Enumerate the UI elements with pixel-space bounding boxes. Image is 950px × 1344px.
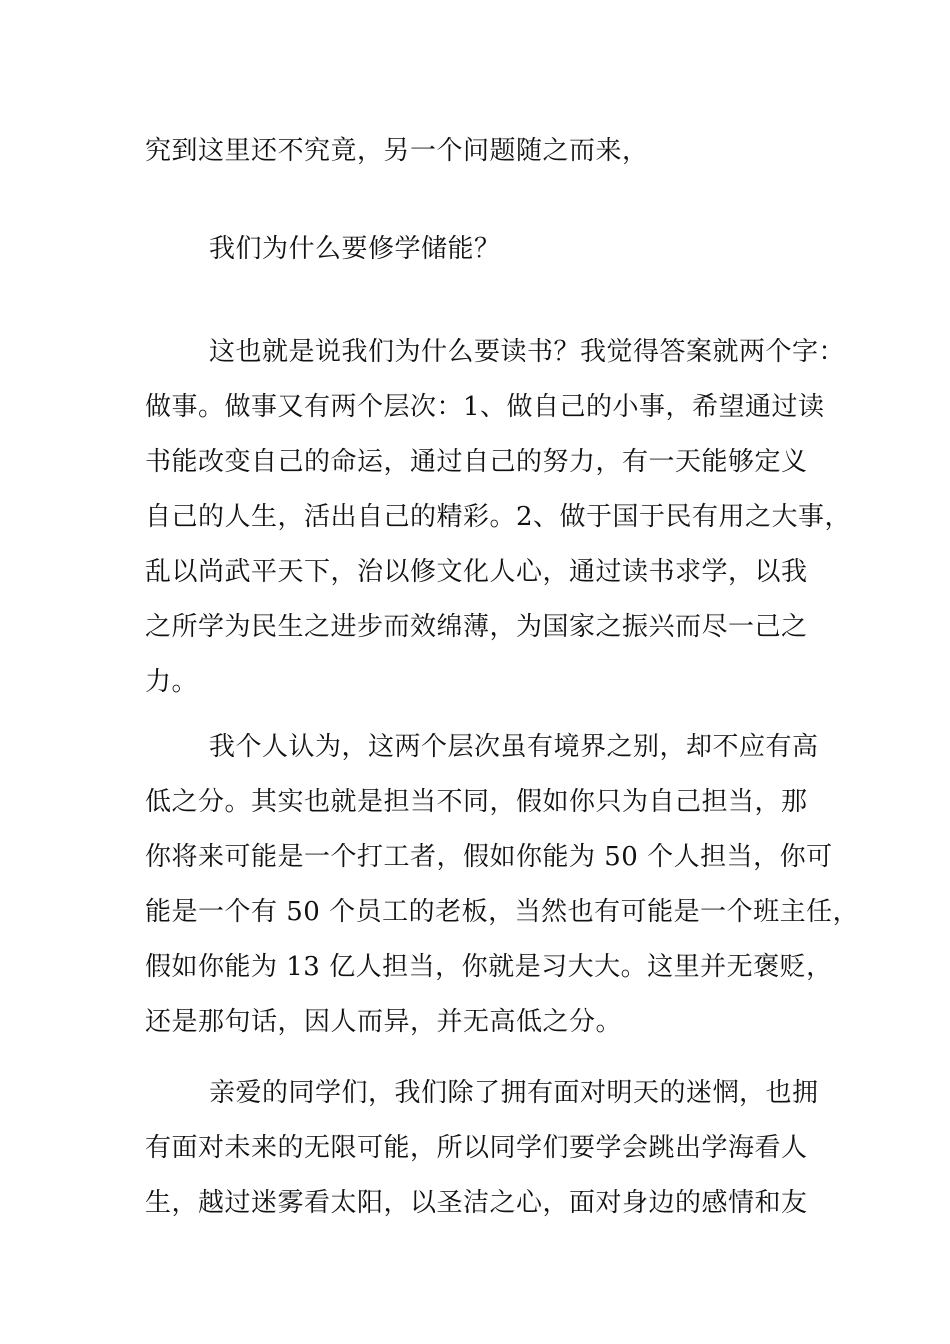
text-line: 究到这里还不究竟，另一个问题随之而来，: [145, 136, 649, 166]
text-line: 自己的人生，活出自己的精彩。2、做于国于民有用之大事，: [145, 502, 852, 532]
text-line: 之所学为民生之进步而效绵薄，为国家之振兴而尽一己之: [145, 612, 808, 642]
text-line: 有面对未来的无限可能，所以同学们要学会跳出学海看人: [145, 1133, 808, 1163]
paragraph-1: [145, 124, 825, 179]
text-line: 生，越过迷雾看太阳，以圣洁之心，面对身边的感情和友: [145, 1188, 808, 1218]
text-line: 我个人认为，这两个层次虽有境界之别，却不应有高: [209, 732, 819, 762]
text-line: 假如你能为 13 亿人担当，你就是习大大。这里并无褒贬，: [145, 952, 833, 982]
text-line: 书能改变自己的命运，通过自己的努力，有一天能够定义: [145, 447, 808, 477]
paragraph-3: [145, 325, 852, 710]
text-line: 我们为什么要修学储能？: [209, 234, 501, 264]
text-line: 亲爱的同学们，我们除了拥有面对明天的迷惘，也拥: [209, 1078, 819, 1108]
text-line: 这也就是说我们为什么要读书？我觉得答案就两个字：: [209, 337, 846, 367]
text-line: 力。: [145, 667, 199, 697]
paragraph-4: [145, 720, 860, 1050]
text-line: 做事。做事又有两个层次：1、做自己的小事，希望通过读: [145, 392, 825, 422]
text-line: 乱以尚武平天下，治以修文化人心，通过读书求学，以我: [145, 557, 808, 587]
text-line: 能是一个有 50 个员工的老板，当然也有可能是一个班主任，: [145, 897, 860, 927]
text-line: 你将来可能是一个打工者，假如你能为 50 个人担当，你可: [145, 842, 833, 872]
paragraph-2: [145, 222, 825, 277]
text-line: 低之分。其实也就是担当不同，假如你只为自己担当，那: [145, 787, 808, 817]
paragraph-5: [145, 1066, 825, 1231]
text-line: 还是那句话，因人而异，并无高低之分。: [145, 1007, 623, 1037]
